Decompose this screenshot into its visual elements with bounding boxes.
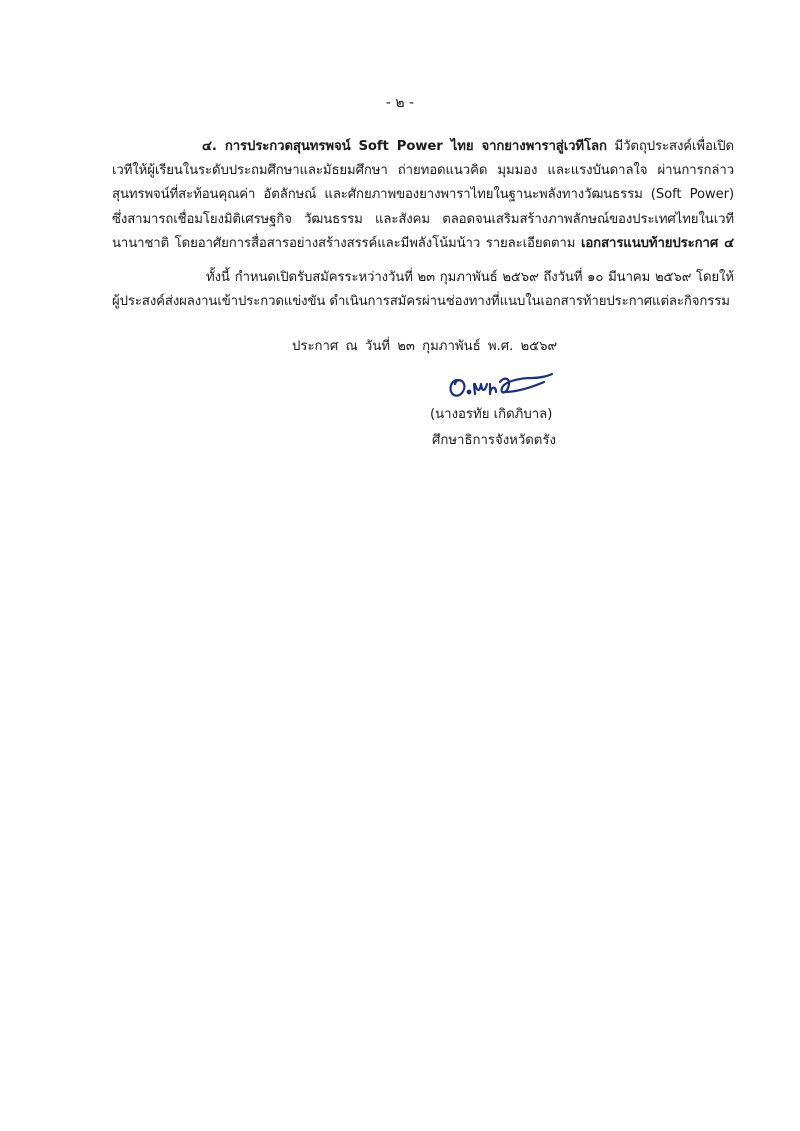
signature-dot (468, 391, 471, 394)
closing-line-1: ทั้งนี้ กำหนดเปิดรับสมัครระหว่างวันที่ ๒๓ กุมภาพันธ์ ๒๕๖๙ ถึงวันที่ ๑๐ มีนาคม ๒๕๖๙ โดยให้ (206, 270, 734, 285)
signature-stroke-3 (500, 374, 552, 393)
signature-stroke-1 (451, 380, 465, 396)
section-4-line-5-start: นานาชาติ โดยอาศัยการสื่อสารอย่างสร้างสรรค์และมีพลังโน้มน้าว รายละเอียดตาม (112, 235, 576, 251)
attachment-reference: เอกสารแนบท้ายประกาศ ๔ (580, 235, 735, 251)
page-number: - ๒ - (385, 95, 415, 111)
closing-paragraph (112, 266, 734, 314)
section-4-line-1-rest: มีวัตถุประสงค์เพื่อเปิด (614, 139, 734, 154)
section-4-heading: ๔. การประกวดสุนทรพจน์ Soft Power ไทย จากยางพาราสู่เวทีโลก (202, 139, 607, 154)
announcement-date: ประกาศ ณ วันที่ ๒๓ กุมภาพันธ์ พ.ศ. ๒๕๖๙ (292, 339, 558, 354)
section-4-line-4: ซึ่งสามารถเชื่อมโยงมิติเศรษฐกิจ วัฒนธรรม และสังคม ตลอดจนเสริมสร้างภาพลักษณ์ของประเทศไทยในเวที (112, 211, 734, 227)
signer-title: ศึกษาธิการจังหวัดตรัง (432, 433, 556, 448)
section-4-line-1 (112, 135, 734, 159)
handwritten-signature (444, 370, 554, 404)
closing-line-2: ผู้ประสงค์ส่งผลงานเข้าประกวดแข่งขัน ดำเนินการสมัครผ่านช่องทางที่แนบในเอกสารท้ายประกาศแต่ละกิจกรรม (112, 294, 730, 310)
section-4-paragraph (112, 135, 734, 256)
section-4-line-3: สุนทรพจน์ที่สะท้อนคุณค่า อัตลักษณ์ และศักยภาพของยางพาราไทยในฐานะพลังทางวัฒนธรรม (Soft Power) (112, 187, 734, 203)
section-4-line-5 (112, 232, 734, 256)
section-4-line-2: เวทีให้ผู้เรียนในระดับประถมศึกษาและมัธยมศึกษา ถ่ายทอดแนวคิด มุมมอง และแรงบันดาลใจ ผ่านการกล่าว (112, 163, 734, 179)
signature-stroke-2 (474, 384, 496, 394)
signer-name: (นางอรทัย เกิดภิบาล) (430, 407, 553, 422)
